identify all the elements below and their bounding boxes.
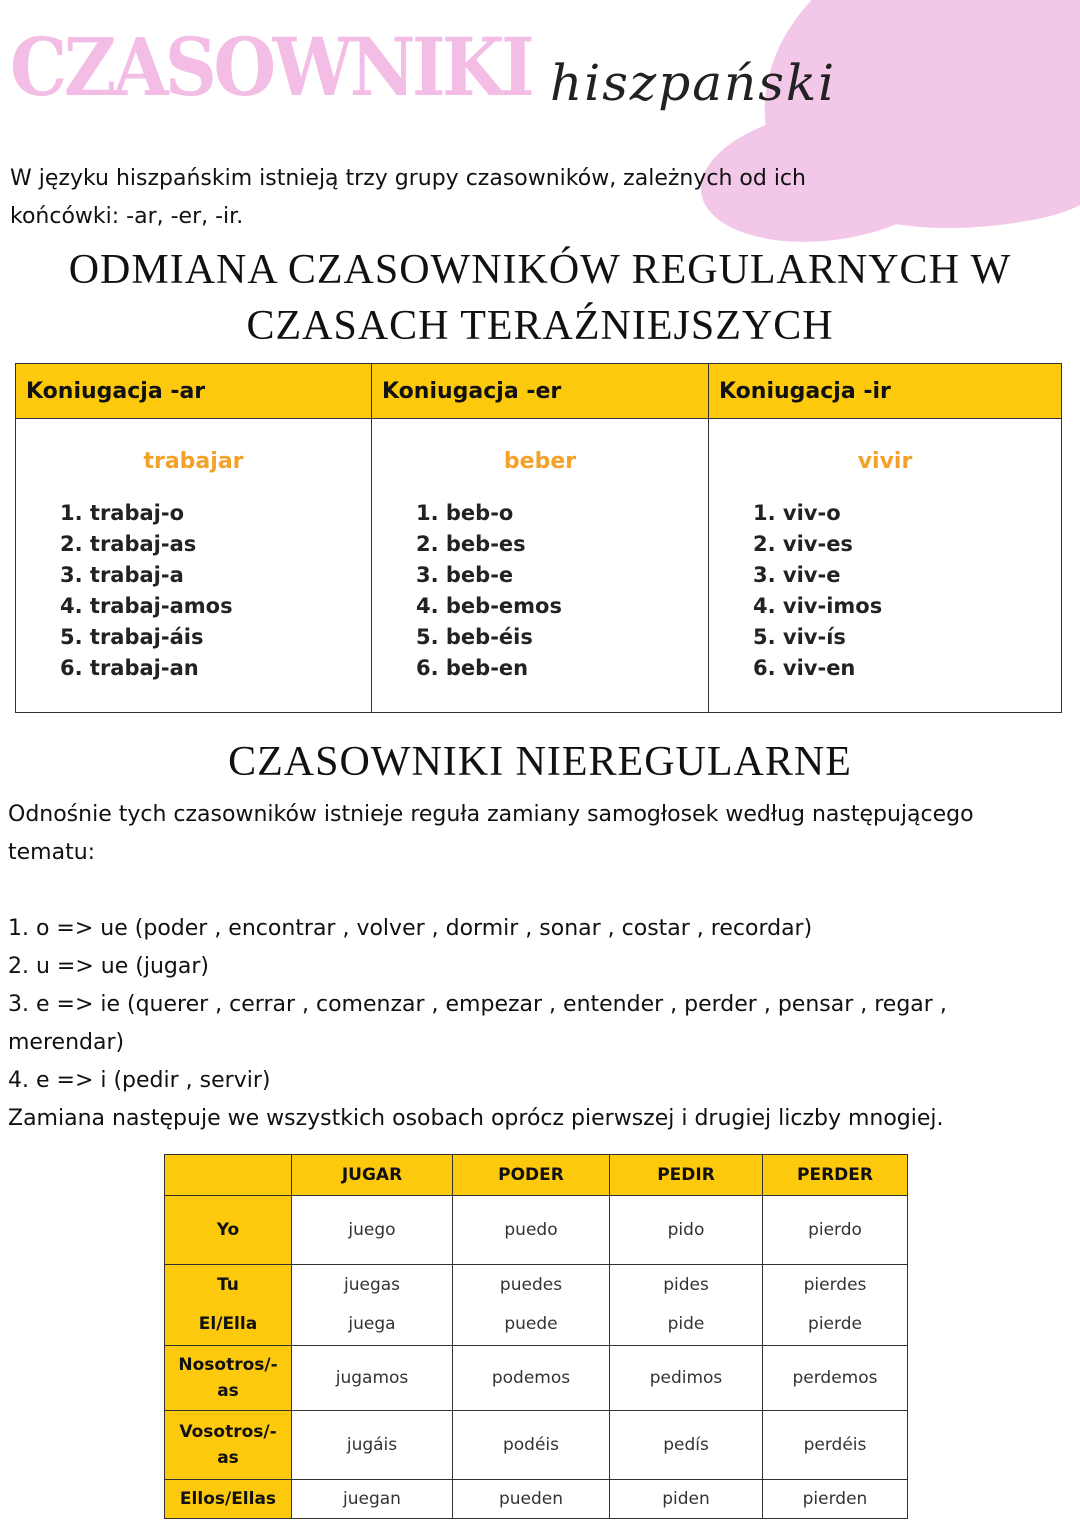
pronoun-label: as xyxy=(217,1381,239,1401)
conjugation-cell xyxy=(709,419,1062,713)
verb-form-cell xyxy=(610,1265,763,1346)
table-header-row xyxy=(165,1155,908,1196)
list-item: 3. beb-e xyxy=(416,563,514,587)
table-header-row xyxy=(16,364,1062,419)
verb-form-cell: pedimos xyxy=(610,1346,763,1411)
description-line: Odnośnie tych czasowników istnieje reguła zamiany samogłosek według następującego xyxy=(8,802,974,827)
verb-form-cell: puedo xyxy=(453,1196,610,1265)
column-header: PODER xyxy=(453,1155,610,1196)
intro-paragraph xyxy=(10,160,1050,236)
column-header: Koniugacja -ir xyxy=(709,364,1062,419)
verb-form-cell: perdéis xyxy=(763,1411,908,1480)
verb-infinitive: beber xyxy=(503,449,577,474)
column-header: JUGAR xyxy=(292,1155,453,1196)
pronoun-cell xyxy=(165,1265,292,1346)
verb-form-cell: podemos xyxy=(453,1346,610,1411)
verb-form-cell: juegan xyxy=(292,1480,453,1519)
verb-form-cell: juego xyxy=(292,1196,453,1265)
corner-cell xyxy=(165,1155,292,1196)
pronoun-cell xyxy=(165,1346,292,1411)
list-item: 4. viv-imos xyxy=(753,594,883,618)
list-item: 1. viv-o xyxy=(753,501,841,525)
list-item: 2. viv-es xyxy=(753,532,853,556)
verb-form-cell: pido xyxy=(610,1196,763,1265)
column-header: PERDER xyxy=(763,1155,908,1196)
page-subtitle: hiszpański xyxy=(550,54,837,112)
column-header: Koniugacja -er xyxy=(372,364,709,419)
verb-form-cell: perdemos xyxy=(763,1346,908,1411)
rule-line: merendar) xyxy=(8,1030,125,1055)
rule-line: 4. e => i (pedir , servir) xyxy=(8,1068,271,1093)
table-row xyxy=(16,419,1062,713)
list-item: 6. viv-en xyxy=(753,656,856,680)
heading-line: CZASACH TERAŹNIEJSZYCH xyxy=(246,303,834,349)
verb-form: pides xyxy=(663,1275,709,1295)
verb-forms-list xyxy=(16,498,371,684)
verb-form: pierde xyxy=(808,1314,862,1334)
list-item: 5. beb-éis xyxy=(416,625,533,649)
list-item: 2. trabaj-as xyxy=(60,532,197,556)
table-row xyxy=(165,1196,908,1265)
rule-line: 1. o => ue (poder , encontrar , volver , dormir , sonar , costar , recordar) xyxy=(8,916,813,941)
verb-form: pide xyxy=(667,1314,705,1334)
regular-conjugation-table xyxy=(15,363,1062,713)
pronoun-cell: Yo xyxy=(165,1196,292,1265)
verb-form-cell: pierdo xyxy=(763,1196,908,1265)
list-item: 2. beb-es xyxy=(416,532,526,556)
rule-line: 3. e => ie (querer , cerrar , comenzar , empezar , entender , perder , pensar , regar , xyxy=(8,992,947,1017)
verb-form: juegas xyxy=(343,1275,401,1295)
table-row xyxy=(165,1265,908,1346)
list-item: 4. trabaj-amos xyxy=(60,594,233,618)
verb-form-cell: pierden xyxy=(763,1480,908,1519)
verb-form: juega xyxy=(348,1314,396,1334)
verb-form-cell: piden xyxy=(610,1480,763,1519)
conjugation-cell xyxy=(16,419,372,713)
irregular-conjugation-table xyxy=(164,1154,908,1519)
pronoun-cell xyxy=(165,1411,292,1480)
verb-form-cell xyxy=(763,1265,908,1346)
irregular-description xyxy=(8,796,1068,872)
intro-line: W języku hiszpańskim istnieją trzy grupy czasowników, zależnych od ich xyxy=(10,166,806,191)
regular-verbs-heading xyxy=(0,242,1080,354)
list-item: 5. trabaj-áis xyxy=(60,625,204,649)
verb-form: puede xyxy=(504,1314,558,1334)
verb-form-cell: jugáis xyxy=(292,1411,453,1480)
pronoun-cell: Ellos/Ellas xyxy=(165,1480,292,1519)
heading-line: ODMIANA CZASOWNIKÓW REGULARNYCH W xyxy=(68,247,1012,293)
list-item: 5. viv-ís xyxy=(753,625,846,649)
rule-line: 2. u => ue (jugar) xyxy=(8,954,209,979)
table-row xyxy=(165,1480,908,1519)
list-item: 1. beb-o xyxy=(416,501,514,525)
conjugation-cell xyxy=(372,419,709,713)
pronoun-label: as xyxy=(217,1448,239,1468)
list-item: 3. trabaj-a xyxy=(60,563,184,587)
column-header: Koniugacja -ar xyxy=(16,364,372,419)
rule-line: Zamiana następuje we wszystkich osobach oprócz pierwszej i drugiej liczby mnogiej. xyxy=(8,1106,944,1131)
description-line: tematu: xyxy=(8,840,96,865)
intro-line: końcówki: -ar, -er, -ir. xyxy=(10,204,244,229)
pronoun-label: Nosotros/- xyxy=(178,1355,278,1375)
table-row xyxy=(165,1411,908,1480)
list-item: 6. trabaj-an xyxy=(60,656,199,680)
verb-form-cell: podéis xyxy=(453,1411,610,1480)
page-title: CZASOWNIKI xyxy=(10,20,532,114)
verb-form: puedes xyxy=(499,1275,563,1295)
column-header: PEDIR xyxy=(610,1155,763,1196)
pronoun-label: El/Ella xyxy=(198,1314,258,1334)
pronoun-label: Vosotros/- xyxy=(179,1422,277,1442)
list-item: 4. beb-emos xyxy=(416,594,562,618)
table-row xyxy=(165,1346,908,1411)
verb-infinitive: trabajar xyxy=(143,449,244,474)
verb-form-cell: pedís xyxy=(610,1411,763,1480)
verb-infinitive: vivir xyxy=(857,449,913,474)
verb-form-cell: jugamos xyxy=(292,1346,453,1411)
verb-form: pierdes xyxy=(803,1275,867,1295)
verb-form-cell xyxy=(453,1265,610,1346)
vowel-change-rules xyxy=(8,910,1068,1138)
verb-forms-list xyxy=(372,498,708,684)
verb-form-cell xyxy=(292,1265,453,1346)
verb-form-cell: pueden xyxy=(453,1480,610,1519)
list-item: 1. trabaj-o xyxy=(60,501,185,525)
list-item: 3. viv-e xyxy=(753,563,841,587)
irregular-verbs-heading: CZASOWNIKI NIEREGULARNE xyxy=(228,739,852,785)
verb-forms-list xyxy=(709,498,1061,684)
list-item: 6. beb-en xyxy=(416,656,529,680)
pronoun-label: Tu xyxy=(217,1275,239,1295)
